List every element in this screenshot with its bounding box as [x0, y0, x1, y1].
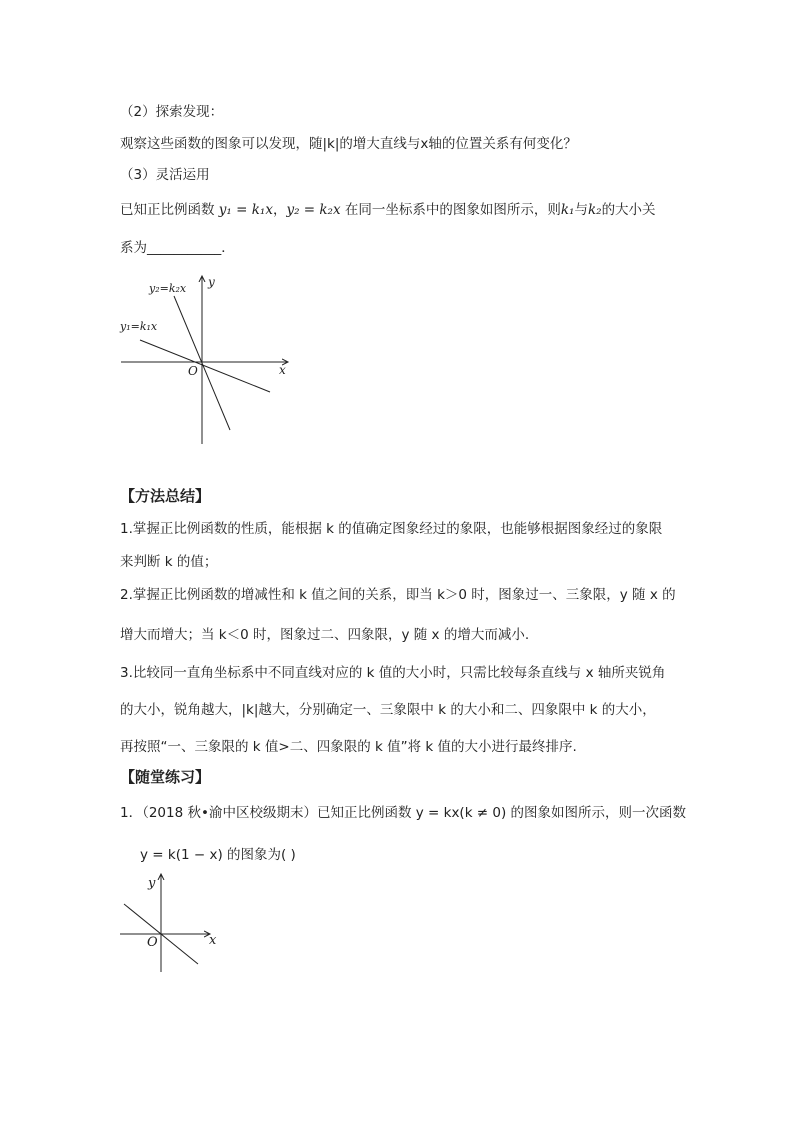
section3-line1-b: 在同一坐标系中的图象如图所示，则 [340, 202, 561, 218]
method-p1-line1: 1.掌握正比例函数的性质，能根据 k 的值确定图象经过的象限，也能够根据图象经过的象限 [120, 521, 663, 537]
section3-line2-b: ． [221, 240, 235, 256]
section3-line1 [120, 200, 656, 220]
figure2-y-label: y [148, 876, 156, 891]
section3-heading: （3）灵活运用 [120, 167, 210, 183]
figure1-line-y1 [140, 340, 270, 392]
k2-symbol: k₂ [587, 202, 602, 218]
figure1-line2-label: y₂=k₂x [149, 282, 187, 295]
section2-text: 观察这些函数的图象可以发现，随|k|的增大直线与x轴的位置关系有何变化？ [120, 136, 577, 152]
figure2-graph [112, 868, 228, 978]
practice-title: 【随堂练习】 [120, 768, 211, 786]
equation-y1: y₁ = k₁x [218, 202, 273, 218]
method-p3-line3: 再按照“一、三象限的 k 值>二、四象限的 k 值”将 k 值的大小进行最终排序. [120, 739, 577, 755]
section3-line1-c: 的大小关 [601, 202, 656, 218]
practice-q1-line2: y = k(1 − x) 的图象为( ) [140, 847, 296, 863]
figure1-graph [110, 268, 310, 452]
section2-heading: （2）探索发现： [120, 104, 224, 120]
figure1-x-label: x [279, 363, 286, 377]
method-p1-line2: 来判断 k 的值； [120, 554, 218, 570]
section3-line2 [120, 238, 235, 258]
equation-y2: y₂ = k₂x [286, 202, 341, 218]
answer-blank: ___________ [147, 240, 222, 256]
method-title: 【方法总结】 [120, 487, 211, 505]
section3-line1-a: 已知正比例函数 [120, 202, 219, 218]
section3-line2-a: 系为 [120, 240, 147, 256]
figure1-origin: O [188, 364, 198, 378]
method-p3-line2: 的大小，锐角越大，|k|越大，分别确定一、三象限中 k 的大小和二、四象限中 k 的大小， [120, 702, 656, 718]
figure2-origin: O [147, 935, 158, 950]
method-p2-line2: 增大而增大；当 k＜0 时，图象过二、四象限，y 随 x 的增大而减小. [120, 627, 530, 643]
k1-symbol: k₁ [560, 202, 575, 218]
with-word: 与 [574, 202, 588, 218]
figure1-line1-label: y₁=k₁x [120, 320, 158, 333]
separator: ， [272, 202, 287, 218]
figure1-y-label: y [208, 275, 215, 289]
method-p3-line1: 3.比较同一直角坐标系中不同直线对应的 k 值的大小时，只需比较每条直线与 x 轴所夹锐角 [120, 665, 666, 681]
method-p2-line1: 2.掌握正比例函数的增减性和 k 值之间的关系，即当 k＞0 时，图象过一、三象限，y 随 x 的 [120, 587, 676, 603]
figure2-x-label: x [209, 933, 217, 948]
practice-q1-line1: 1．（2018 秋•渝中区校级期末）已知正比例函数 y = kx(k ≠ 0) 的图象如图所示，则一次函数 [120, 805, 687, 821]
